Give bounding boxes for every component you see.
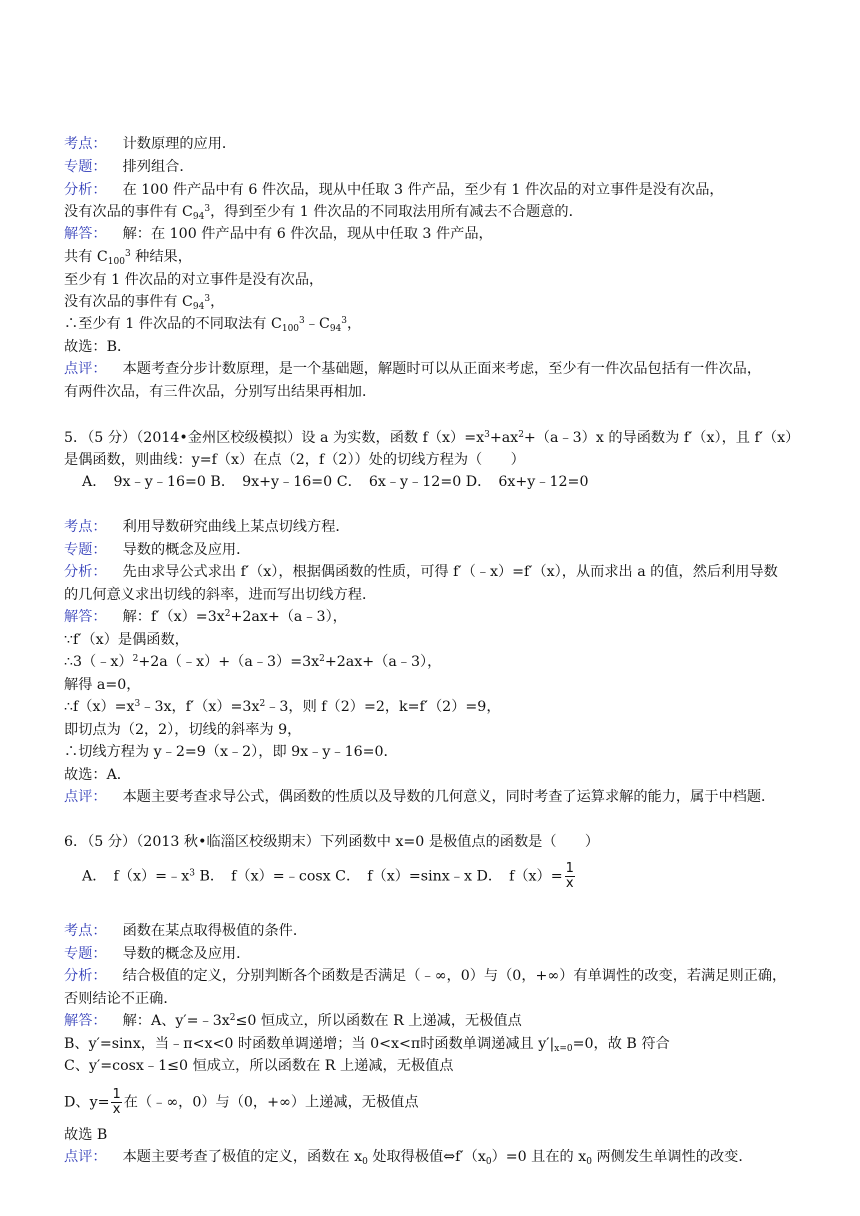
q5-zhuanti: 专题： 导数的概念及应用． [64, 542, 251, 558]
q4-fenxi: 分析： 在 100 件产品中有 6 件次品，现从中任取 3 件产品，至少有 1 件次品的对立事件是没有次品， [64, 182, 724, 198]
q6-fenxi-2: 否则结论不正确． [64, 991, 178, 1007]
q6-jieda-2: B、y′=sinx，当﹣π<x<0 时函数单调递增；当 0<x<π时函数单调递减且 $y'|_{x=0}=0$，故 B 符合 [64, 1036, 670, 1054]
q6-jieda-3: C、y′=cosx﹣1≤0 恒成立，所以函数在 R 上递减，无极值点 [64, 1058, 454, 1074]
q6-jieda: 解答： 解：A、$y'=﹣3x^2\le 0$ 恒成立，所以函数在 R 上递减，无极值点 [64, 1013, 522, 1029]
q5-stem-2: 是偶函数，则曲线：y=f（x）在点（2，f（2））处的切线方程为（ ） [64, 452, 525, 468]
q4-kaodian: 考点： 计数原理的应用． [64, 136, 237, 152]
q4-fenxi-2: 没有次品的事件有 $C_{94}^3$，得到至少有 1 件次品的不同取法用所有减去不合题意的． [64, 204, 583, 222]
q5-jieda-2: ∵f′（x）是偶函数， [64, 632, 189, 648]
q5-jieda: 解答： 解：$f'(x)=3x^2+2ax+(a﹣3)$， [64, 609, 347, 625]
q5-jieda-5: $\therefore f(x)=x^3﹣3x$，$f'(x)=3x^2﹣3$，则 f（2）=2，k=f′（2）=9， [64, 699, 501, 715]
q5-jieda-4: 解得 a=0， [64, 677, 141, 693]
q6-option-d-fraction: $\frac{1}{x}$ [565, 861, 574, 891]
q4-jieda: 解答： 解：在 100 件产品中有 6 件次品，现从中任取 3 件产品， [64, 226, 493, 242]
q6-dianping: 点评： 本题主要考查了极值的定义，函数在 $x_0$ 处取得极值$\Leftrightarrow f'(x_0)=0$ 且在的 $x_0$ 两侧发生单调性的改变． [64, 1149, 753, 1167]
q5-jieda-7: ∴切线方程为 y﹣2=9（x﹣2），即 9x﹣y﹣16=0． [64, 744, 398, 760]
q5-stem: 5．（5 分）（2014•金州区校级模拟）设 a 为实数，函数 $f(x)=x^3+ax^2+(a﹣3)x$ 的导函数为 f′（x），且 f′（x） [64, 430, 800, 446]
q5-jieda-8: 故选：A． [64, 767, 131, 783]
q5-fenxi: 分析： 先由求导公式求出 f′（x），根据偶函数的性质，可得 f′（﹣x）=f′（x），从而求出 a 的值，然后利用导数 [64, 564, 778, 580]
q4-jieda-3: 至少有 1 件次品的对立事件是没有次品， [64, 272, 324, 288]
q4-jieda-5: ∴至少有 1 件次品的不同取法有 $C_{100}^3﹣C_{94}^3$， [64, 316, 362, 334]
q4-jieda-2: 共有 $C_{100}^3$ 种结果， [64, 249, 192, 267]
q6-fenxi: 分析： 结合极值的定义，分别判断各个函数是否满足（﹣∞，0）与（0，+∞）有单调性的改变，若满足则正确， [64, 968, 787, 984]
q6-jieda-5: 故选 B [64, 1127, 108, 1143]
q5-jieda-3: $\therefore 3(﹣x)^2+2a(﹣x)+(a﹣3)=3x^2+2ax+(a﹣3)$， [64, 654, 442, 670]
q4-dianping-2: 有两件次品，有三件次品，分别写出结果再相加． [64, 384, 377, 400]
q5-options: A． 9x﹣y﹣16=0 B． 9x+y﹣16=0 C． 6x﹣y﹣12=0 D． 6x+y﹣12=0 [82, 474, 589, 490]
q6-jieda-4: D、y= $\frac{1}{x}$ 在（﹣∞，0）与（0，+∞）上递减，无极值点 [64, 1087, 419, 1117]
q6-stem: 6．（5 分）（2013 秋•临淄区校级期末）下列函数中 x=0 是极值点的函数是（ ） [64, 834, 600, 850]
q4-jieda-6: 故选：B． [64, 339, 132, 355]
q5-kaodian: 考点： 利用导数研究曲线上某点切线方程． [64, 519, 350, 535]
q6-options: A． $f(x)=﹣x^3$ B． f（x）=﹣cosx C． f（x）=sinx﹣x D． f（x）= $\frac{1}{x}$ [82, 861, 574, 891]
q4-dianping: 点评： 本题考查分步计数原理，是一个基础题，解题时可以从正面来考虑，至少有一件次品包括有一件次品， [64, 361, 762, 377]
q5-dianping: 点评： 本题主要考查求导公式，偶函数的性质以及导数的几何意义，同时考查了运算求解的能力，属于中档题． [64, 789, 776, 805]
q4-zhuanti: 专题： 排列组合． [64, 159, 194, 175]
q5-fenxi-2: 的几何意义求出切线的斜率，进而写出切线方程． [64, 587, 377, 603]
q6-kaodian: 考点： 函数在某点取得极值的条件． [64, 923, 308, 939]
q6-zhuanti: 专题： 导数的概念及应用． [64, 946, 251, 962]
q5-jieda-6: 即切点为（2，2），切线的斜率为 9， [64, 722, 302, 738]
q4-jieda-4: 没有次品的事件有 $C_{94}^3$， [64, 294, 225, 312]
q6-jieda-fraction: $\frac{1}{x}$ [112, 1087, 121, 1117]
